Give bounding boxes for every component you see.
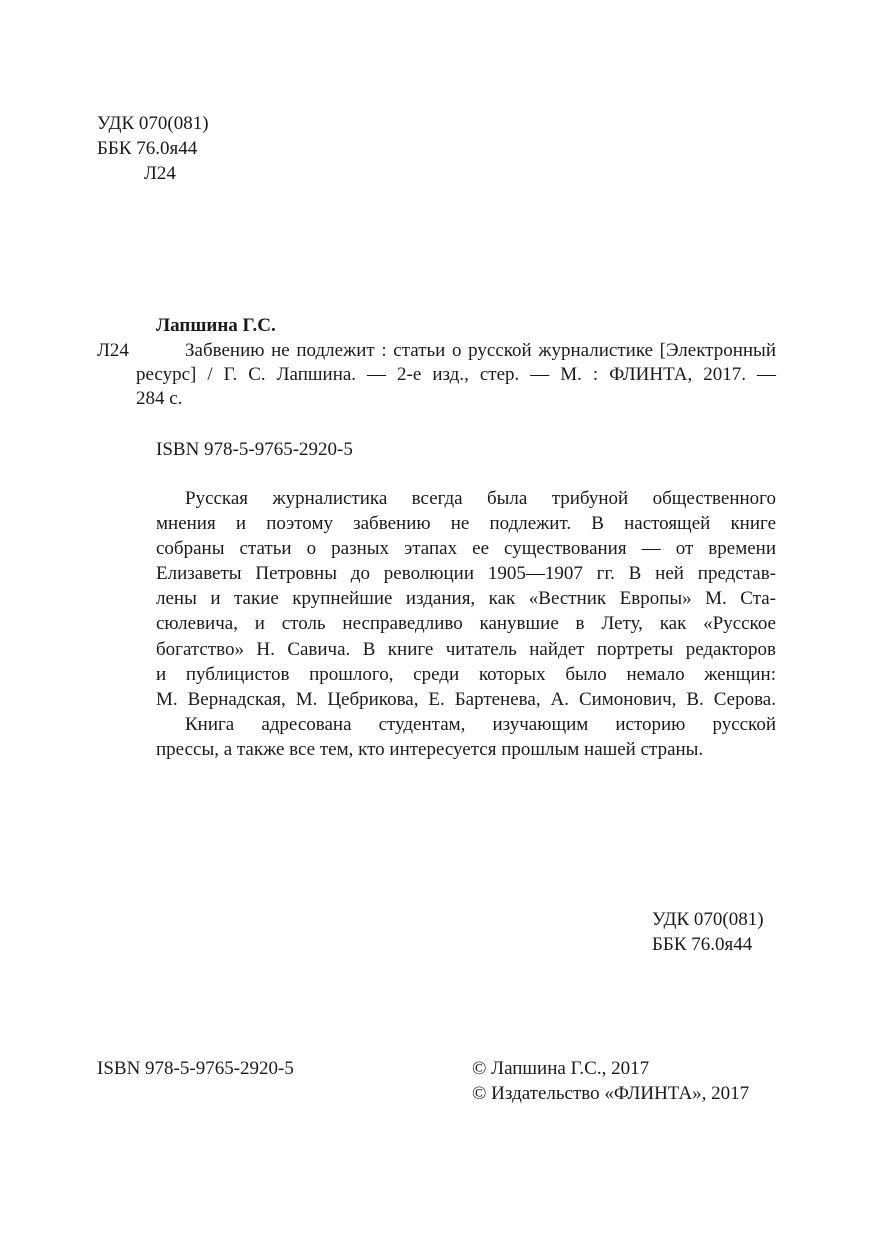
udk-top: УДК 070(081)	[97, 113, 209, 134]
annotation-line: собраны статьи о разных этапах ее существования — от времени	[156, 538, 776, 560]
annotation-line: мнения и поэтому забвению не подлежит. В настоящей книге	[156, 513, 776, 535]
record-author: Лапшина Г.С.	[156, 315, 276, 336]
record-code: Л24	[97, 340, 129, 361]
annotation-line: богатство» Н. Савича. В книге читатель найдет портреты редакторов	[156, 638, 776, 660]
description-line: ресурс] / Г. С. Лапшина. — 2-е изд., стер. — М. : ФЛИНТА, 2017. —	[136, 364, 776, 385]
annotation-line: лены и такие крупнейшие издания, как «Вестник Европы» М. Ста-	[156, 588, 776, 610]
annotation-line: прессы, а также все тем, кто интересуется прошлым нашей страны.	[156, 738, 704, 760]
bbk-bottom: ББК 76.0я44	[652, 934, 753, 955]
annotation-line: Елизаветы Петровны до революции 1905—1907 гг. В ней представ-	[156, 563, 776, 585]
description-line: 284 с.	[136, 388, 183, 409]
record-description	[136, 339, 776, 411]
record-isbn: ISBN 978-5-9765-2920-5	[156, 439, 353, 460]
copyright-author: © Лапшина Г.С., 2017	[472, 1058, 650, 1079]
bbk-top: ББК 76.0я44	[97, 138, 198, 159]
annotation-line: и публицистов прошлого, среди которых было немало женщин:	[156, 663, 776, 685]
footer-isbn: ISBN 978-5-9765-2920-5	[97, 1058, 294, 1079]
annotation-line: сюлевича, и столь несправедливо канувшие в Лету, как «Русское	[156, 613, 776, 635]
annotation-line: Книга адресована студентам, изучающим историю русской	[185, 713, 776, 735]
copyright-publisher: © Издательство «ФЛИНТА», 2017	[472, 1083, 750, 1104]
annotation	[156, 486, 776, 762]
annotation-line: Русская журналистика всегда была трибуной общественного	[185, 488, 776, 509]
udk-bottom: УДК 070(081)	[652, 909, 764, 930]
author-sign-top: Л24	[144, 163, 176, 184]
description-line: Забвению не подлежит : статьи о русской журналистике [Электронный	[185, 340, 776, 361]
annotation-line: М. Вернадская, М. Цебрикова, Е. Бартенева, А. Симонович, В. Серова.	[156, 688, 776, 710]
